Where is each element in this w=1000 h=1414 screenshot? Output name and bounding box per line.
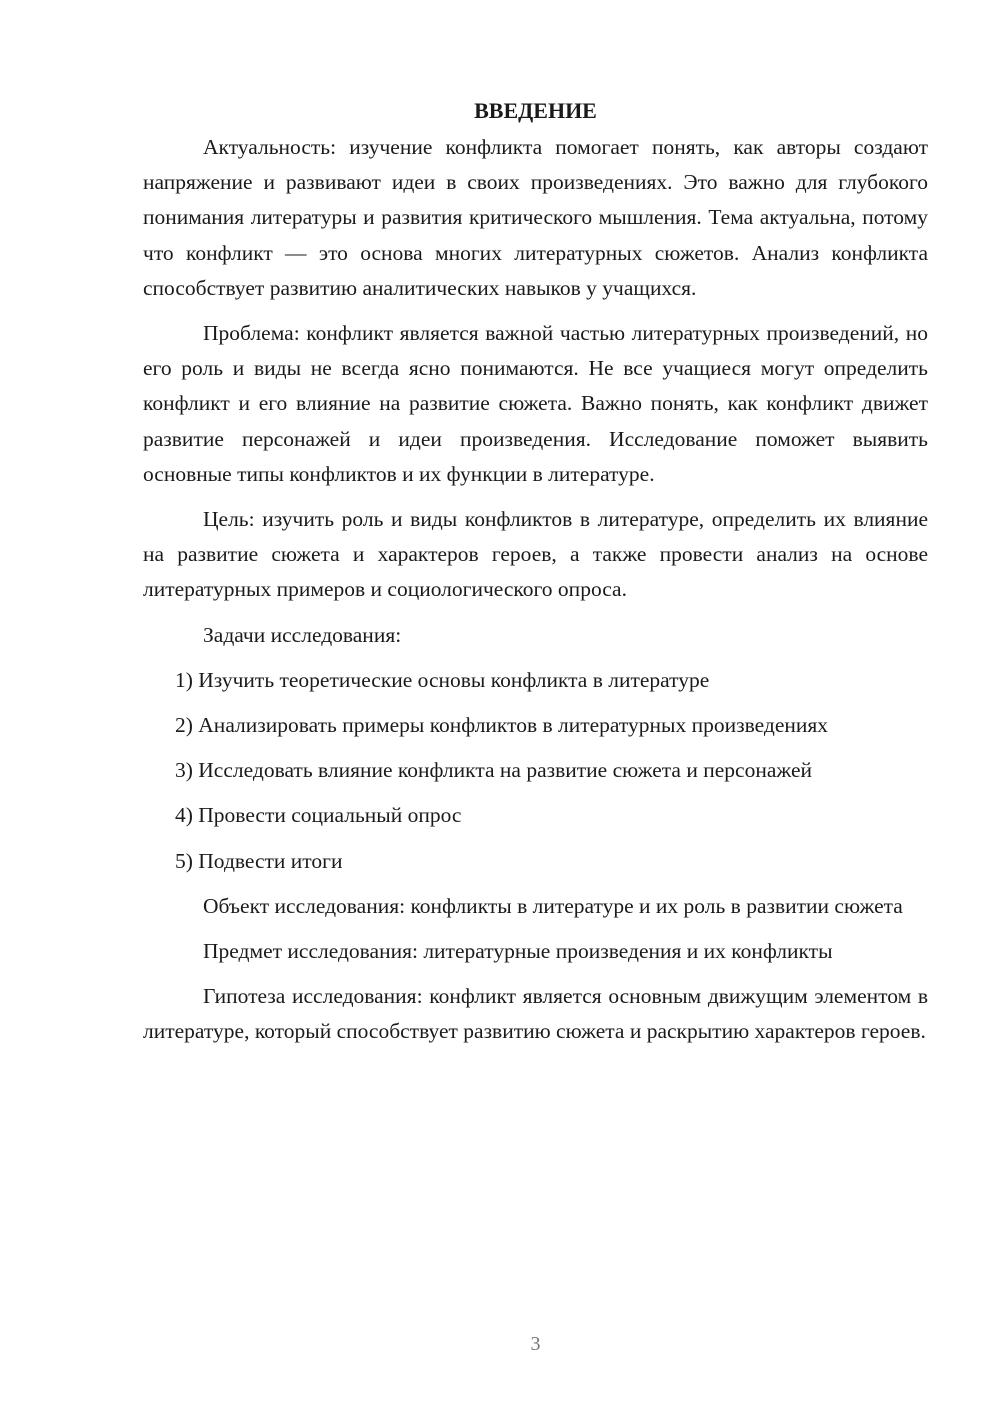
task-item-5: 5) Подвести итоги <box>175 848 343 873</box>
task-item-4: 4) Провести социальный опрос <box>175 803 462 828</box>
section-title: ВВЕДЕНИЕ <box>474 98 597 123</box>
document-page <box>143 93 928 1060</box>
goal-paragraph: Цель: изучить роль и виды конфликтов в литературе, определить их влияние на развитие сюжета и характеров героев, а также провести анализ на основе литературных примеров и социологического опроса. <box>143 507 928 602</box>
task-item-1: 1) Изучить теоретические основы конфликта в литературе <box>175 667 710 692</box>
problem-paragraph: Проблема: конфликт является важной частью литературных произведений, но его роль и виды не всегда ясно понимаются. Не все учащиеся могут определить конфликт и его влияние на развитие сюжета. Важно понять, как конфликт движет развитие персонажей и идеи произведения. Исследование поможет выявить основные типы конфликтов и их функции в литературе. <box>143 321 928 486</box>
page-number: 3 <box>530 1333 541 1355</box>
subject-paragraph: Предмет исследования: литературные произведения и их конфликты <box>203 939 833 964</box>
relevance-paragraph: Актуальность: изучение конфликта помогает понять, как авторы создают напряжение и развивают идеи в своих произведениях. Это важно для глубокого понимания литературы и развития критического мышления. Тема актуальна, потому что конфликт — это основа многих литературных сюжетов. Анализ конфликта способствует развитию аналитических навыков у учащихся. <box>143 135 928 300</box>
task-item-2: 2) Анализировать примеры конфликтов в литературных произведениях <box>175 713 829 738</box>
hypothesis-paragraph: Гипотеза исследования: конфликт является основным движущим элементом в литературе, который способствует развитию сюжета и раскрытию характеров героев. <box>143 984 928 1044</box>
task-item-3: 3) Исследовать влияние конфликта на развитие сюжета и персонажей <box>175 758 812 783</box>
object-paragraph: Объект исследования: конфликты в литературе и их роль в развитии сюжета <box>203 893 903 918</box>
tasks-heading: Задачи исследования: <box>203 622 402 647</box>
